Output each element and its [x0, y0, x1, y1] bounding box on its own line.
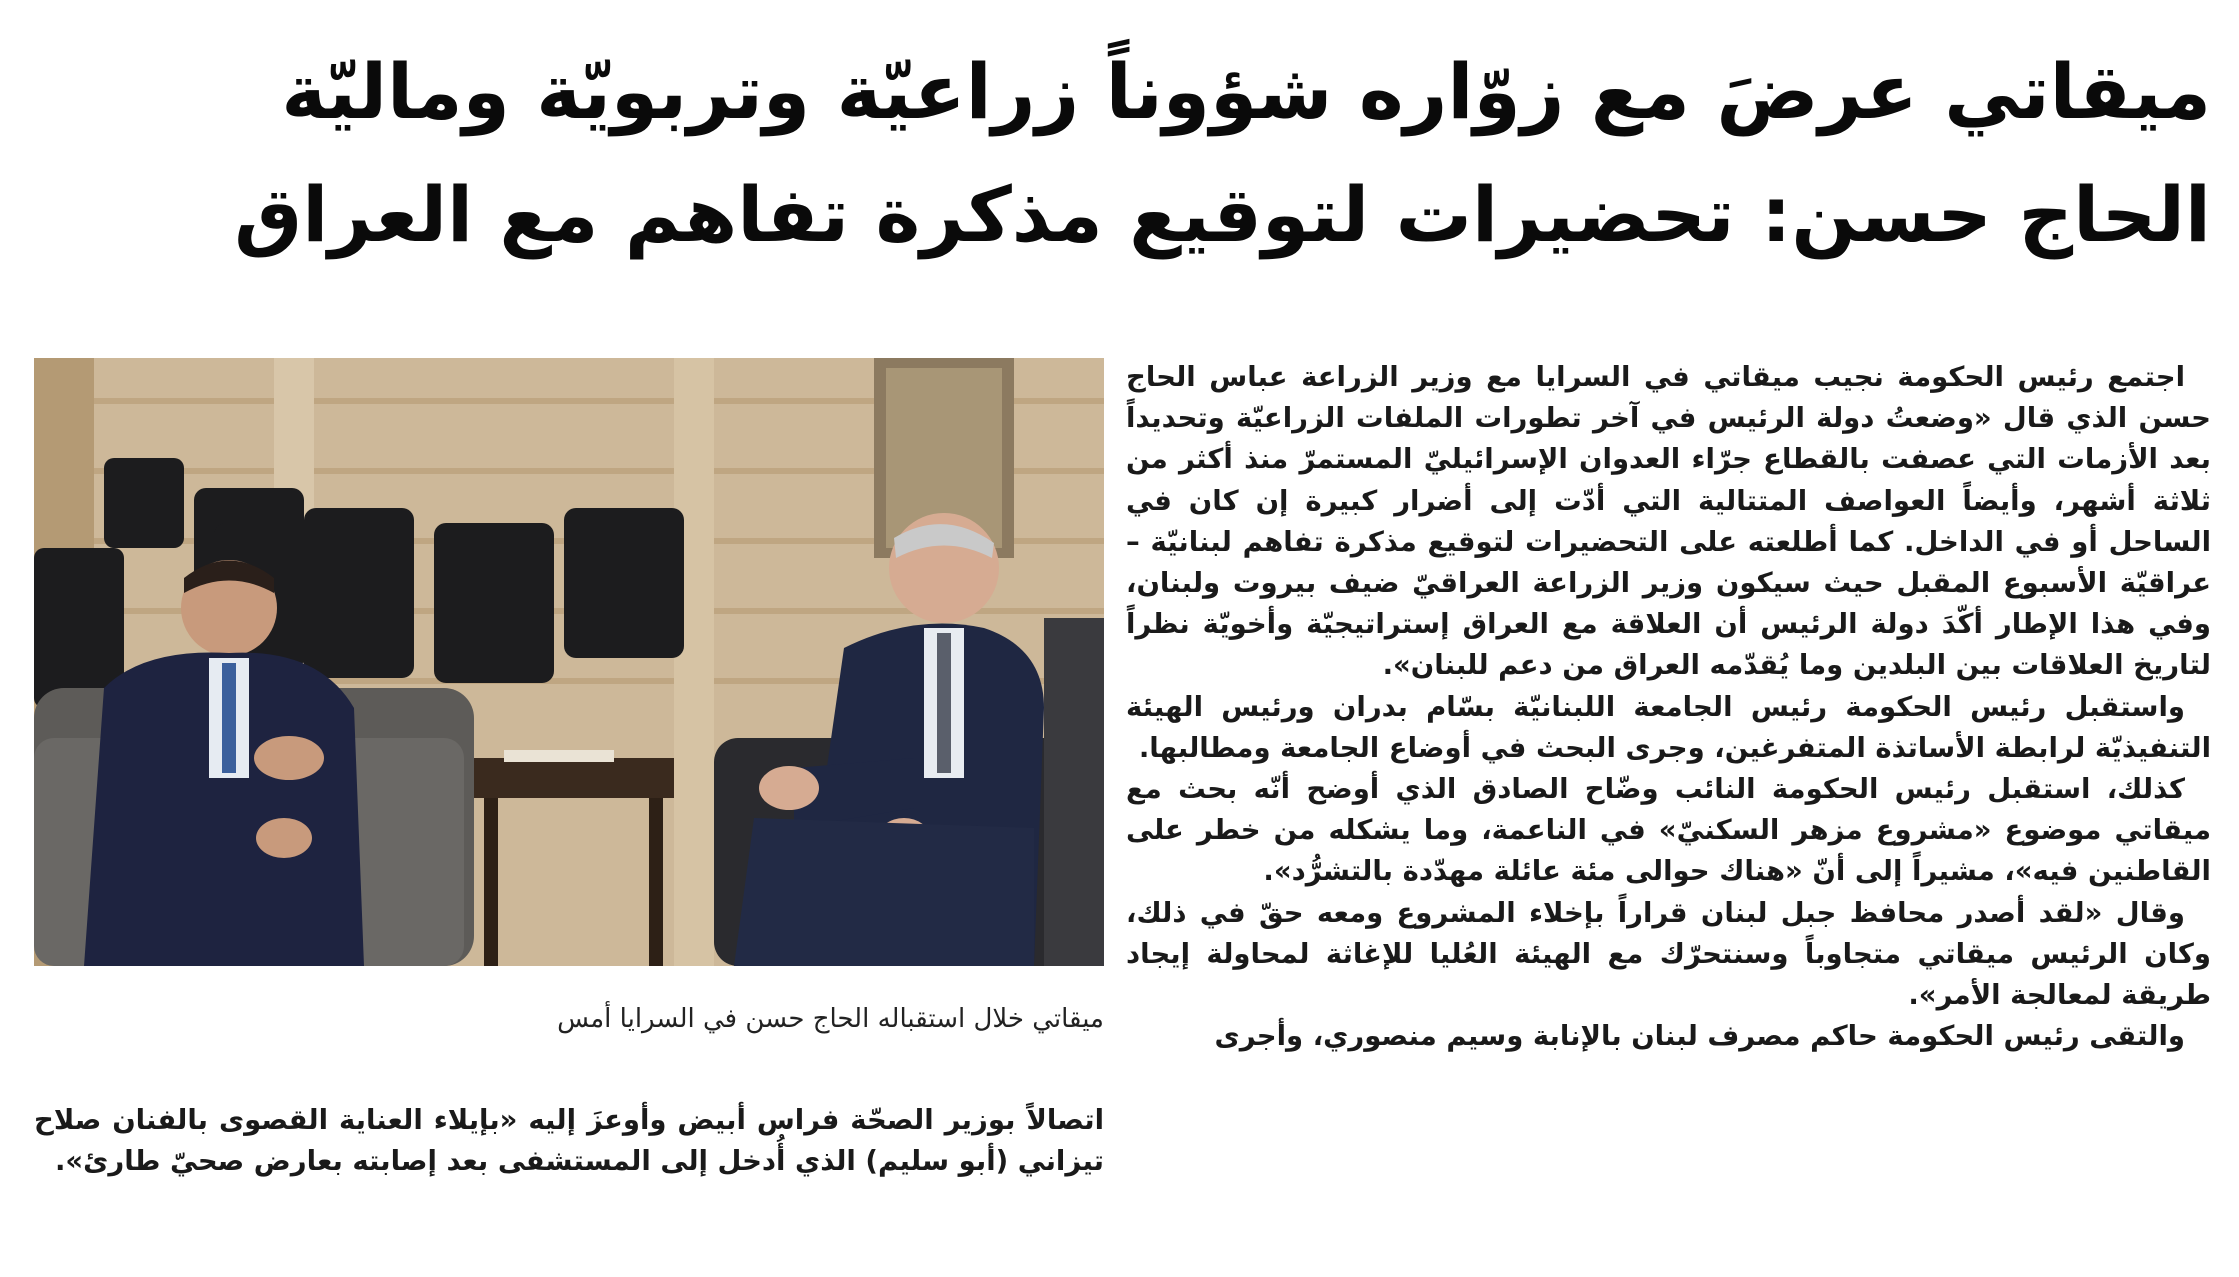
article-paragraph: والتقى رئيس الحكومة حاكم مصرف لبنان بالإنابة وسيم منصوري، وأجرى: [1214, 1020, 2185, 1053]
news-photo: [34, 358, 1104, 966]
side-paragraph: اتصالاً بوزير الصحّة فراس أبيض وأوعزَ إليه «بإيلاء العناية القصوى بالفنان صلاح تيزاني (أبو سليم) الذي أُدخل إلى المستشفى بعد إصابته بعارض صحيّ طارئ».: [34, 1104, 1104, 1178]
article-paragraph: وقال «لقد أصدر محافظ جبل لبنان قراراً بإخلاء المشروع ومعه حقّ في ذلك، وكان الرئيس ميقاتي متجاوباً وسنتحرّك مع الهيئة العُليا للإغاثة لمحاولة إيجاد طريقة لمعالجة الأمر».: [1126, 896, 2211, 1012]
headline-line-1: ميقاتي عرضَ مع زوّاره شؤوناً زراعيّة وتربويّة وماليّة: [281, 47, 2211, 136]
side-column: [34, 1100, 1104, 1182]
meeting-photo-illustration: [34, 358, 1104, 966]
article-paragraph: واستقبل رئيس الحكومة رئيس الجامعة اللبنانيّة بسّام بدران ورئيس الهيئة التنفيذيّة لرابطة الأساتذة المتفرغين، وجرى البحث في أوضاع الجامعة ومطالبها.: [1126, 690, 2211, 764]
headline-line-2: الحاج حسن: تحضيرات لتوقيع مذكرة تفاهم مع العراق: [234, 170, 2211, 259]
article-paragraph: كذلك، استقبل رئيس الحكومة النائب وضّاح الصادق الذي أوضح أنّه بحث مع ميقاتي موضوع «مشروع مزهر السكنيّ» في الناعمة، وما يشكله من خطر على القاطنين فيه»، مشيراً إلى أنّ «هناك حوالى مئة عائلة مهدّدة بالتشرُّد».: [1126, 773, 2211, 888]
photo-caption: ميقاتي خلال استقباله الحاج حسن في السرايا أمس: [557, 1004, 1104, 1034]
article-paragraph: اجتمع رئيس الحكومة نجيب ميقاتي في السرايا مع وزير الزراعة عباس الحاج حسن الذي قال «وضعتُ دولة الرئيس في آخر تطورات الملفات الزراعيّة وتحديداً بعد الأزمات التي عصفت بالقطاع جرّاء العدوان الإسرائيليّ المستمرّ منذ أكثر من ثلاثة أشهر، وأيضاً العواصف المتتالية التي أدّت إلى أضرار كبيرة إن كان في الساحل أو في الداخل. كما أطلعته على التحضيرات لتوقيع مذكرة تفاهم لبنانيّة – عراقيّة الأسبوع المقبل حيث سيكون وزير الزراعة العراقيّ ضيف بيروت ولبنان، وفي هذا الإطار أكّدَ دولة الرئيس أن العلاقة مع العراق إستراتيجيّة وأخويّة نظراً لتاريخ العلاقات بين البلدين وما يُقدّمه العراق من دعم للبنان».: [1126, 361, 2211, 682]
article-body: [1126, 357, 2211, 1057]
